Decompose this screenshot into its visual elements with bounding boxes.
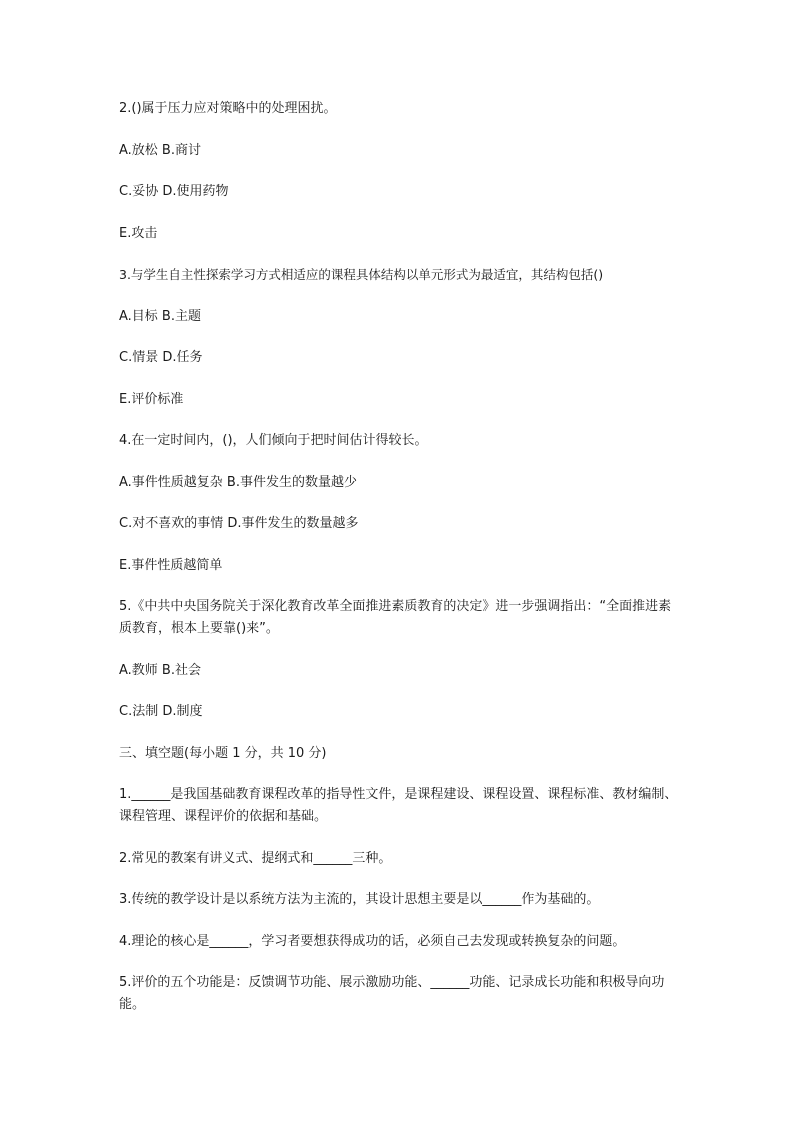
question-5-options-ab: A.教师 B.社会 — [119, 662, 201, 678]
document-page — [119, 98, 679, 1036]
question-4-options-cd: C.对不喜欢的事情 D.事件发生的数量越多 — [119, 516, 359, 531]
question-3-options-ab: A.目标 B.主题 — [119, 308, 201, 324]
question-5-stem: 5.《中共中央国务院关于深化教育改革全面推进素质教育的决定》进一步强调指出：“全面推进素质教育，根本上要靠()来”。 — [119, 599, 672, 636]
question-4-option-e: E.事件性质越简单 — [119, 557, 223, 573]
question-3-options-cd: C.情景 D.任务 — [119, 350, 203, 365]
fill-in-question-1: 1.______是我国基础教育课程改革的指导性文件，是课程建设、课程设置、课程标准、教材编制、课程管理、课程评价的依据和基础。 — [119, 787, 678, 824]
question-2-stem: 2.()属于压力应对策略中的处理困扰。 — [119, 101, 337, 116]
question-2-option-e: E.攻击 — [119, 225, 158, 241]
question-4-options-ab: A.事件性质越复杂 B.事件发生的数量越少 — [119, 474, 357, 490]
fill-in-question-3: 3.传统的教学设计是以系统方法为主流的，其设计思想主要是以______作为基础的。 — [119, 892, 600, 907]
question-2-options-ab: A.放松 B.商讨 — [119, 142, 201, 158]
fill-in-question-5: 5.评价的五个功能是：反馈调节功能、展示激励功能、______功能、记录成长功能和积极导向功能。 — [119, 975, 665, 1012]
question-4-stem: 4.在一定时间内，()，人们倾向于把时间估计得较长。 — [119, 433, 428, 448]
fill-in-question-4: 4.理论的核心是______，学习者要想获得成功的话，必须自己去发现或转换复杂的问题。 — [119, 933, 626, 949]
question-3-option-e: E.评价标准 — [119, 391, 184, 407]
question-2-options-cd: C.妥协 D.使用药物 — [119, 184, 229, 199]
question-5-options-cd: C.法制 D.制度 — [119, 704, 203, 719]
section-heading-fill-in: 三、填空题(每小题 1 分，共 10 分) — [119, 745, 327, 761]
question-3-stem: 3.与学生自主性探索学习方式相适应的课程具体结构以单元形式为最适宜，其结构包括() — [119, 267, 604, 282]
fill-in-question-2: 2.常见的教案有讲义式、提纲式和______三种。 — [119, 850, 392, 866]
